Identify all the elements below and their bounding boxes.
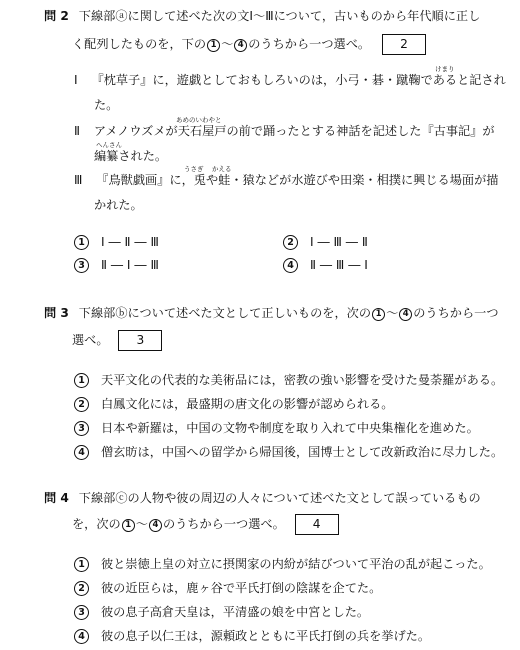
q2-text-a: 下線部 [78, 9, 116, 23]
option-number: 4 [283, 258, 298, 273]
q4-number: 問 4 [44, 491, 69, 505]
option-number: 2 [74, 581, 89, 596]
q3-tilde: ～ [386, 306, 399, 320]
statement-3-line-2: かれた。 [94, 198, 143, 212]
statement-3-label: Ⅲ [74, 173, 83, 187]
statement-1-text: 『枕草子』に，遊戯としておもしろいのは，小弓・碁・蹴鞠であると記され [91, 73, 506, 87]
option-text: 日本や新羅は，中国の文物や制度を取り入れて中央集権化を進めた。 [101, 421, 479, 435]
q2-text-b: に関して述べた次の文Ⅰ～Ⅲについて，古いものから年代順に正し [127, 9, 481, 23]
q2-text-d: のうちから一つ選べ。 [248, 37, 371, 51]
q4-tilde: ～ [135, 517, 148, 531]
q4-text-a: 下線部 [78, 491, 116, 505]
option-number: 2 [283, 235, 298, 250]
q3-underline-marker: ⓑ [115, 306, 128, 320]
q2-option-4[interactable] [283, 257, 368, 273]
option-number: 4 [74, 445, 89, 460]
answer-box-2: 2 [382, 34, 426, 55]
option-number: 1 [74, 235, 89, 250]
option-text: 白鳳文化には，最盛期の唐文化の影響が認められる。 [101, 397, 394, 411]
choice-number-1: 1 [122, 519, 135, 532]
q3-text-c: のうちから一つ [413, 306, 499, 320]
choice-number-4: 4 [149, 519, 162, 532]
q4-option-2[interactable] [74, 580, 381, 596]
option-number: 3 [74, 421, 89, 436]
option-text: 僧玄昉は，中国への留学から帰国後，国博士として改新政治に尽力した。 [101, 445, 504, 459]
q2-tilde: ～ [221, 37, 234, 51]
option-number: 3 [74, 258, 89, 273]
ruby-hensan: へんさん [96, 141, 122, 149]
q2-underline-marker: ⓐ [115, 9, 128, 23]
q2-option-3[interactable] [74, 257, 159, 273]
q4-option-4[interactable] [74, 628, 430, 644]
answer-box-4: 4 [295, 514, 339, 535]
choice-number-4: 4 [234, 39, 247, 52]
q4-text-d: のうちから一つ選べ。 [162, 517, 285, 531]
q4-underline-marker: ⓒ [115, 491, 128, 505]
option-text: 彼の息子以仁王は，源頼政とともに平氏打倒の兵を挙げた。 [101, 629, 431, 643]
ruby-usagi: うさぎ [184, 165, 204, 173]
statement-1-label: Ⅰ [74, 73, 78, 87]
q3-line-2 [72, 330, 162, 351]
q3-option-4[interactable] [74, 444, 503, 460]
statement-1-line-2: た。 [94, 98, 119, 112]
statement-2-text: アメノウズメが天石屋戸の前で踊ったとする神話を記述した『古事記』が [93, 124, 495, 138]
statement-1 [74, 72, 506, 88]
q3-option-1[interactable] [74, 372, 503, 388]
statement-2 [74, 123, 495, 139]
choice-number-1: 1 [372, 308, 385, 321]
ruby-kaeru: かえる [212, 165, 232, 173]
q2-text-c: く配列したものを，下の [72, 37, 207, 51]
option-number: 2 [74, 397, 89, 412]
choice-number-4: 4 [399, 308, 412, 321]
q4-text-b: の人物や彼の周辺の人々について述べた文として誤っているもの [127, 491, 481, 505]
statement-2-line-2: 編纂された。 [94, 149, 168, 163]
q4-line-1 [44, 490, 481, 506]
q2-number: 問 2 [44, 9, 69, 23]
option-text: Ⅰ ― Ⅱ ― Ⅲ [101, 235, 159, 249]
q4-option-1[interactable] [74, 556, 491, 572]
q3-text-d: 選べ。 [72, 333, 109, 347]
option-number: 3 [74, 605, 89, 620]
statement-3 [74, 172, 498, 188]
choice-number-1: 1 [207, 39, 220, 52]
ruby-ameno-iwato: あめのいわやと [176, 116, 222, 124]
option-text: 彼の近臣らは，鹿ヶ谷で平氏打倒の陰謀を企てた。 [101, 581, 382, 595]
q3-option-3[interactable] [74, 420, 479, 436]
q2-line-1 [44, 8, 480, 24]
option-text: Ⅱ ― Ⅲ ― Ⅰ [310, 258, 368, 272]
q3-line-1 [44, 305, 499, 321]
q3-number: 問 3 [44, 306, 69, 320]
q4-line-2 [72, 514, 339, 535]
q3-text-a: 下線部 [78, 306, 116, 320]
option-text: 天平文化の代表的な美術品には，密教の強い影響を受けた曼荼羅がある。 [101, 373, 504, 387]
q3-text-b: について述べた文として正しいものを，次の [127, 306, 372, 320]
option-number: 1 [74, 557, 89, 572]
q4-text-c: を，次の [72, 517, 121, 531]
option-text: Ⅱ ― Ⅰ ― Ⅲ [101, 258, 159, 272]
option-number: 4 [74, 629, 89, 644]
q2-option-2[interactable] [283, 234, 368, 250]
statement-3-text: 『鳥獣戯画』に，兎や蛙・猿などが水遊びや田楽・相撲に興じる場面が描 [96, 173, 499, 187]
q2-option-1[interactable] [74, 234, 159, 250]
option-text: 彼の息子高倉天皇は，平清盛の娘を中宮とした。 [101, 605, 370, 619]
option-text: Ⅰ ― Ⅲ ― Ⅱ [310, 235, 368, 249]
statement-2-label: Ⅱ [74, 124, 80, 138]
option-text: 彼と崇徳上皇の対立に摂関家の内紛が結びついて平治の乱が起こった。 [101, 557, 491, 571]
q3-option-2[interactable] [74, 396, 394, 412]
ruby-kemari: けまり [435, 65, 455, 73]
option-number: 1 [74, 373, 89, 388]
q2-line-2 [72, 34, 426, 55]
q4-option-3[interactable] [74, 604, 369, 620]
answer-box-3: 3 [118, 330, 162, 351]
